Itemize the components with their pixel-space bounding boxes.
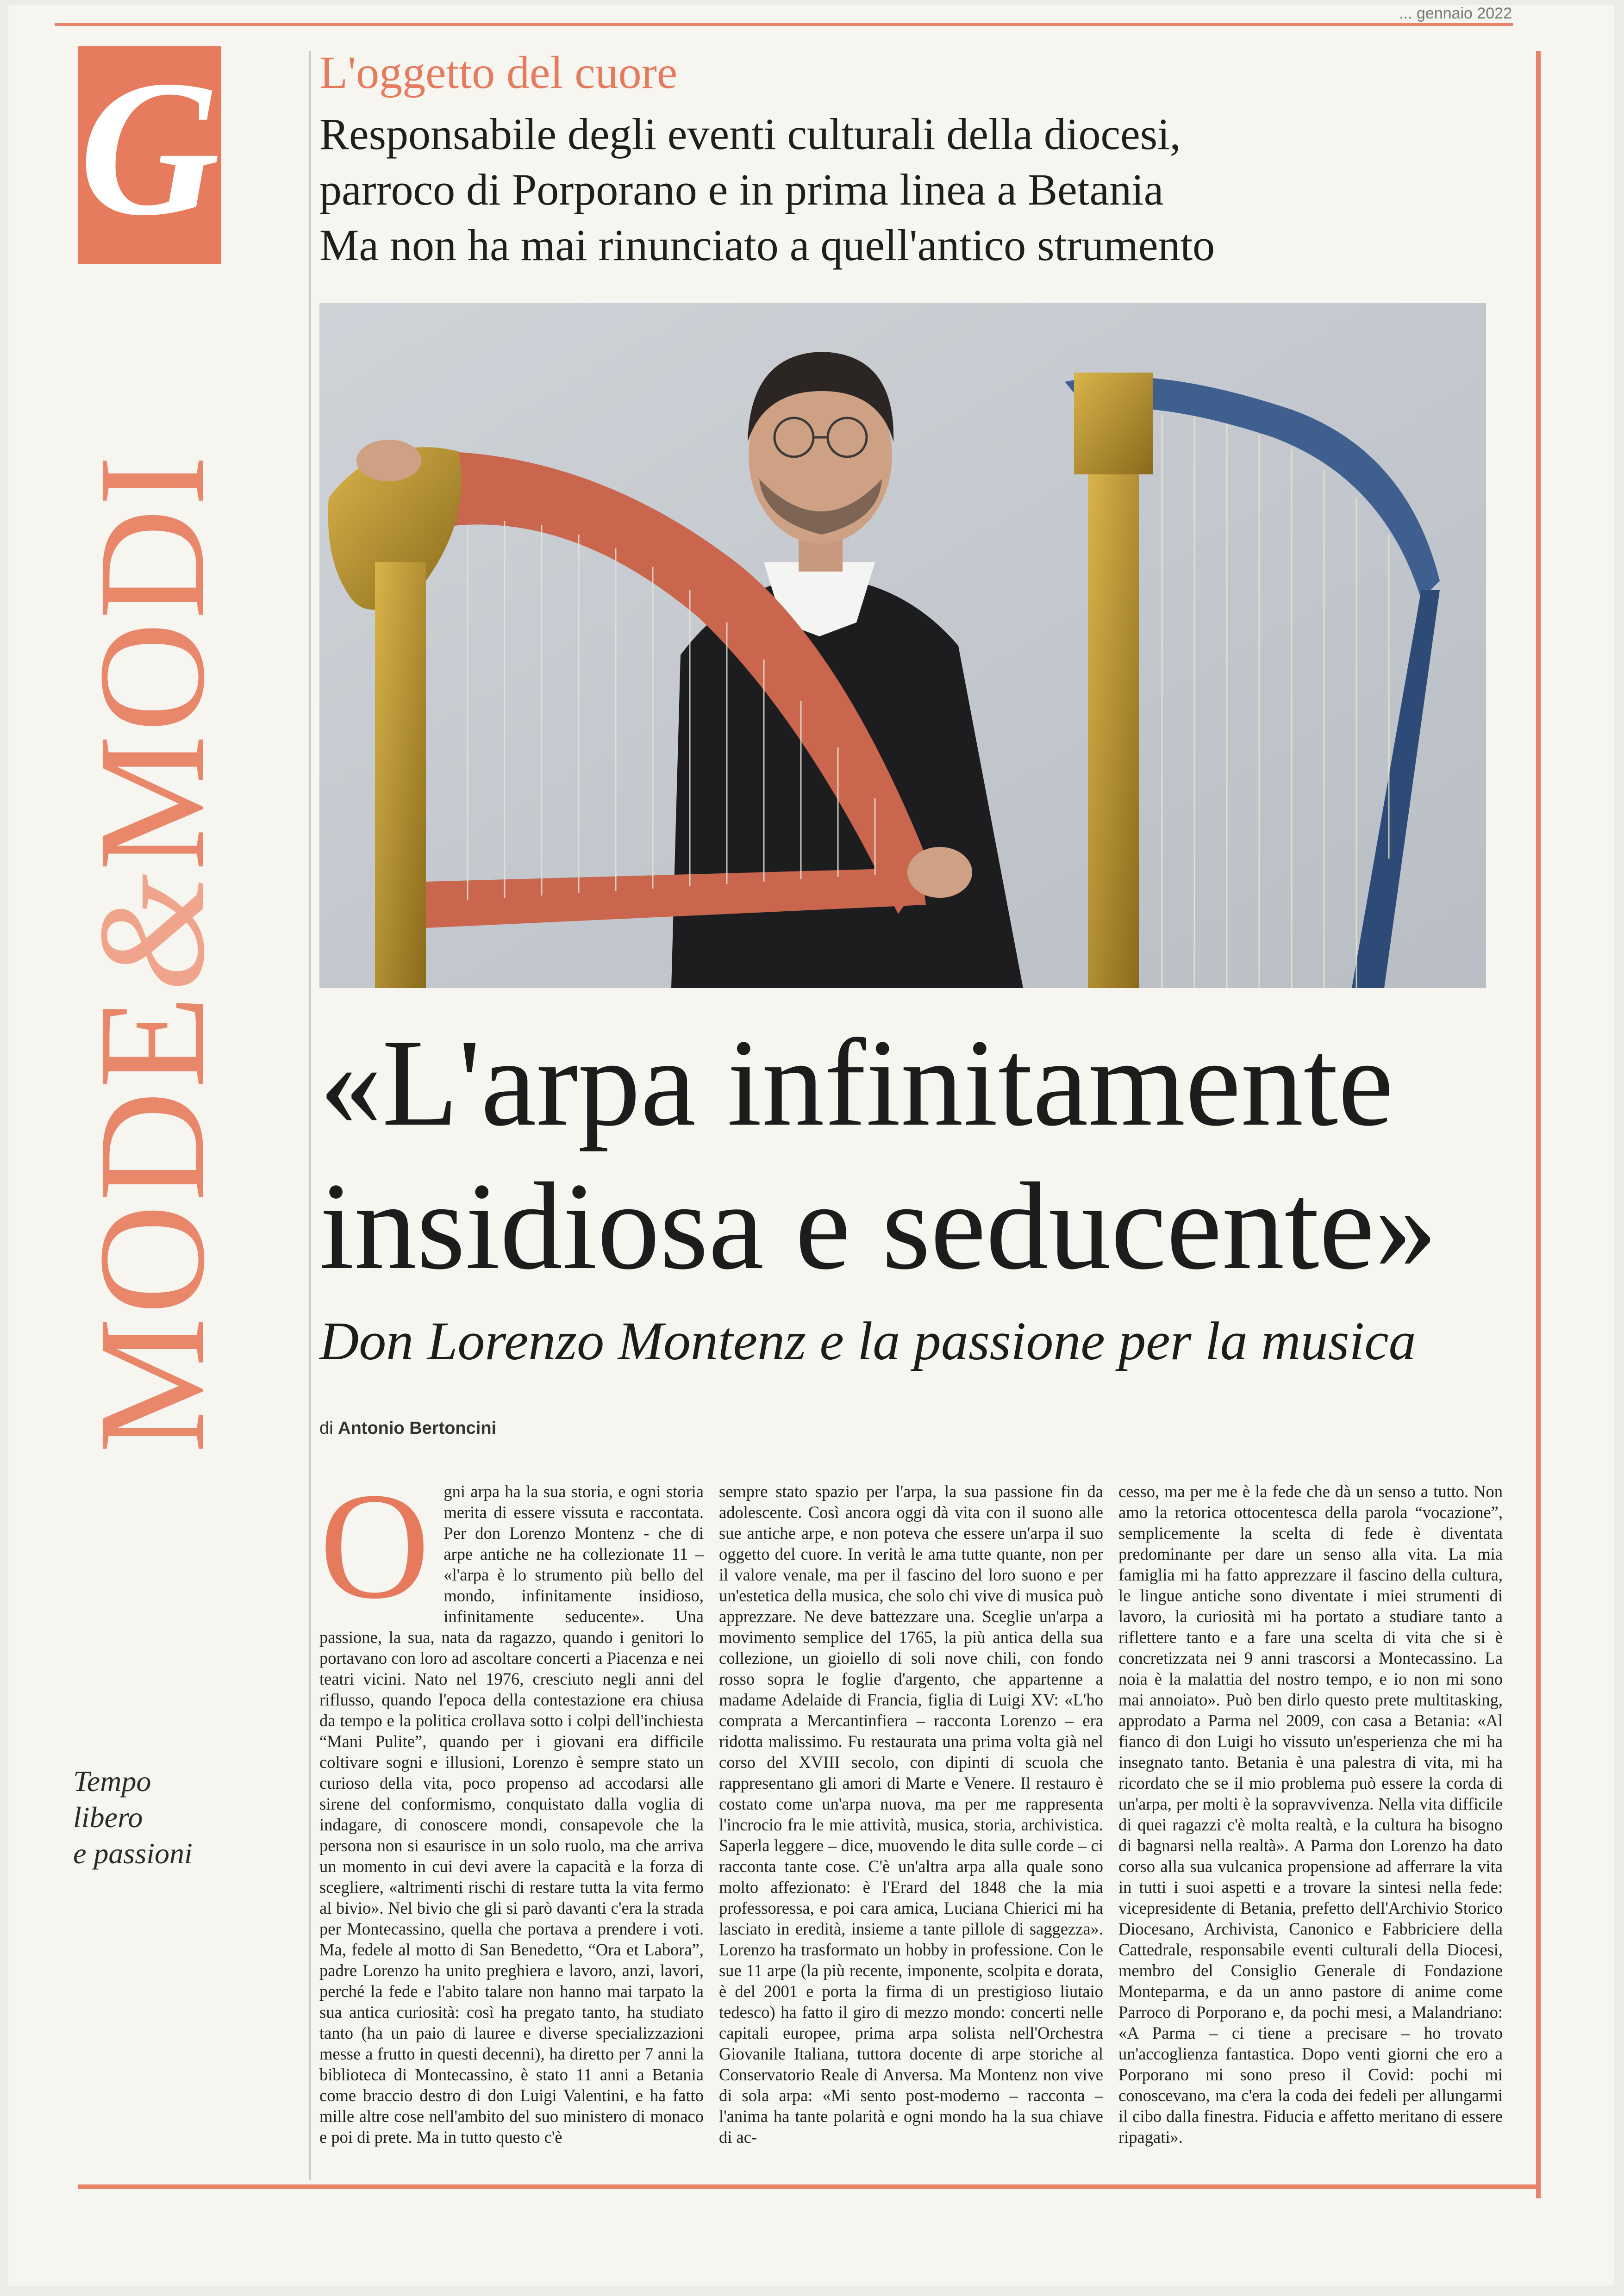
article-text: cesso, ma per me è la fede che dà un senso a tutto. Non amo la retorica ottocentesca della parola “vocazione”, semplicemente la scelta di fede è diventata predominante per dare un senso alla vita. La mia famiglia mi ha fatto apprezzare il fascino della cultura, le lingue antiche sono diventate i miei strumenti di lavoro, la curiosità mi ha portato a studiare tanto a riflettere tanto e a fare una scelta di vita che si è concretizzata nei 9 anni trascorsi a Montecassino. La noia è la malattia del nostro tempo, e io non mi sono mai annoiato». Può ben dirlo questo prete multitasking, approdato a Parma nel 2009, con casa a Betania: «Al fianco di don Luigi ho vissuto un'esperienza che mi ha insegnato tanto. Betania è una palestra di vita, mi ha ricordato che se il mio problema può essere la corda di un'arpa, per molti è la sopravvivenza. Nella vita difficile di quei ragazzi c'è molta realtà, e la cultura ha bisogno di bagnarsi nella realtà». A Parma don Lorenzo ha dato corso alla sua vulcanica propensione ad afferrare la vita in tutti i suoi aspetti e a trovare la sintesi nella fede: vicepresidente di Betania, prefetto dell'Archivio Storico Diocesano, Archivista, Canonico e Fabbriciere della Cattedrale, responsabile eventi culturali della Diocesi, membro del Consiglio Generale di Fondazione Monteparma, e da un anno pastore di anime come Parroco di Porporano e, da pochi mesi, a Malandriano: «A Parma – ci tiene a precisare – ho trovato un'accoglienza fantastica. Dopo venti giorni che ero a Porporano mi sono preso il Covid: pochi mi conoscevano, ma c'era la coda dei fedeli per allungarmi il cibo dalla finestra. Fiducia e affetto meritano di essere ripagati». <box>1118 1482 1503 2147</box>
drop-cap: O <box>319 1481 430 1630</box>
byline <box>319 1419 496 1438</box>
masthead-part1: MODE <box>67 992 236 1453</box>
date-fragment: ... gennaio 2022 <box>1399 5 1512 22</box>
subtitle-line: Responsabile degli eventi culturali della diocesi, <box>319 109 1181 159</box>
article-column-1 <box>319 1481 704 2166</box>
byline-prefix: di <box>319 1419 333 1438</box>
side-tag-line: e passioni <box>73 1837 193 1870</box>
article-text: gni arpa ha la sua storia, e ogni storia merita di essere vissuta e raccontata. Per don Lorenzo Montenz - che di arpe antiche ne ha collezionate 11 – «l'arpa è lo strumento più bello del mondo, infinitamente insidioso, infinitamente seducente». Una passione, la sua, nata da ragazzo, quando i genitori lo portavano con loro ad ascoltare concerti a Piacenza e nei teatri vicini. Nato nel 1976, cresciuto negli anni del riflusso, quando l'epoca della contestazione era chiusa da tempo e la politica crollava sotto i colpi dell'inchiesta “Mani Pulite”, quando per i giovani era difficile coltivare sogni e illusioni, Lorenzo è sempre stato un curioso della vita, poco propenso ad accodarsi alle sirene del conformismo, conquistato dalla voglia di indagare, di conoscere mondi, consapevole che la persona non si esaurisce in un solo ruolo, ma che arriva un momento in cui devi avere la capacità e la forza di scegliere, «altrimenti rischi di restare tutta la vita fermo al bivio». Nel bivio che gli si parò davanti c'era la strada per Montecassino, quella che portava a prendere i voti. Ma, fedele al motto di San Benedetto, “Ora et Labora”, padre Lorenzo ha unito preghiera e lavoro, anzi, lavori, perché la fede e l'abito talare non hanno mai tarpato la sua antica curiosità: così ha pregato tanto, ha studiato tanto (ha un paio di lauree e diverse specializzazioni messe a frutto in questi decenni), ha diretto per 7 anni la biblioteca di Montecassino, è stato 11 anni a Betania come braccio destro di don Luigi Valentini, e ha fatto mille altre cose nell'ambito del suo ministero di monaco e poi di prete. Ma in tutto questo c'è <box>319 1482 704 2147</box>
headline <box>319 1011 1523 1298</box>
bottom-accent-rule <box>78 2184 1541 2189</box>
headline-line: «L'arpa infinitamente <box>319 1014 1394 1152</box>
kicker: L'oggetto del cuore <box>319 47 678 98</box>
section-masthead <box>67 65 236 1453</box>
harpist-photo-illustration <box>319 303 1486 988</box>
byline-author: Antonio Bertoncini <box>338 1419 497 1438</box>
subtitle-line: parroco di Porporano e in prima linea a Betania <box>319 165 1164 214</box>
masthead-part2: MODI <box>67 452 236 871</box>
article-text: sempre stato spazio per l'arpa, la sua passione fin da adolescente. Così ancora oggi dà vita con il suono alle sue antiche arpe, e non poteva che essere un'arpa il suo oggetto del cuore. In verità le ama tutte quante, non per il valore venale, ma per il fascino del loro suono e per un'estetica della musica, che solo chi vive di musica può apprezzare. Ne deve battezzare una. Sceglie un'arpa a movimento semplice del 1765, la più antica della sua collezione, un gioiello di soli nove chili, con fondo rosso sopra le foglie d'argento, che appartenne a madame Adelaide di Francia, figlia di Luigi XV: «L'ho comprata a Mercantinfiera – racconta Lorenzo – era ridotta malissimo. Fu restaurata una prima volta già nel corso del XVIII secolo, con dipinti di scuola che rappresentano gli amori di Marte e Venere. Il restauro è costato come un'arpa nuova, ma per me rappresenta l'incrocio fra le mie attività, musica, storia, archivistica. Saperla leggere – dice, muovendo le dita sulle corde – ci racconta tante cose. C'è un'altra arpa alla quale sono molto affezionato: è l'Erard del 1848 che la mia professoressa, e poi cara amica, Luciana Chierici mi ha lasciato in eredità, insieme a tante pillole di saggezza». Lorenzo ha trasformato un hobby in professione. Con le sue 11 arpe (la più recente, imponente, scolpita e dorata, è del 2001 e porta la firma di un prestigioso liutaio tedesco) ha fatto il giro di mezzo mondo: concerti nelle capitali europee, prima arpa solista nell'Orchestra Giovanile Italiana, tuttora docente di arpe storiche al Conservatorio Reale di Anversa. Ma Montenz non vive di sola arpa: «Mi sento post-moderno – racconta – l'anima ha tante polarità e ogni mondo ha la sua chiave di ac- <box>719 1482 1103 2147</box>
article-photo <box>319 303 1486 988</box>
side-tag-line: libero <box>73 1801 143 1834</box>
subtitle <box>319 106 1523 273</box>
side-tag <box>73 1763 231 1872</box>
article-column-2 <box>719 1481 1103 2166</box>
newspaper-page <box>8 5 1614 2286</box>
right-accent-rule <box>1536 51 1541 2198</box>
headline-line: insidiosa e seducente» <box>319 1157 1437 1295</box>
deck: Don Lorenzo Montenz e la passione per la musica <box>319 1311 1416 1371</box>
top-rule <box>55 23 1513 26</box>
subtitle-line: Ma non ha mai rinunciato a quell'antico strumento <box>319 220 1215 270</box>
section-letter: G <box>79 40 220 255</box>
column-divider <box>309 51 311 2180</box>
masthead-ampersand: & <box>67 871 236 993</box>
article-column-3 <box>1118 1481 1503 2166</box>
side-tag-line: Tempo <box>73 1765 151 1798</box>
